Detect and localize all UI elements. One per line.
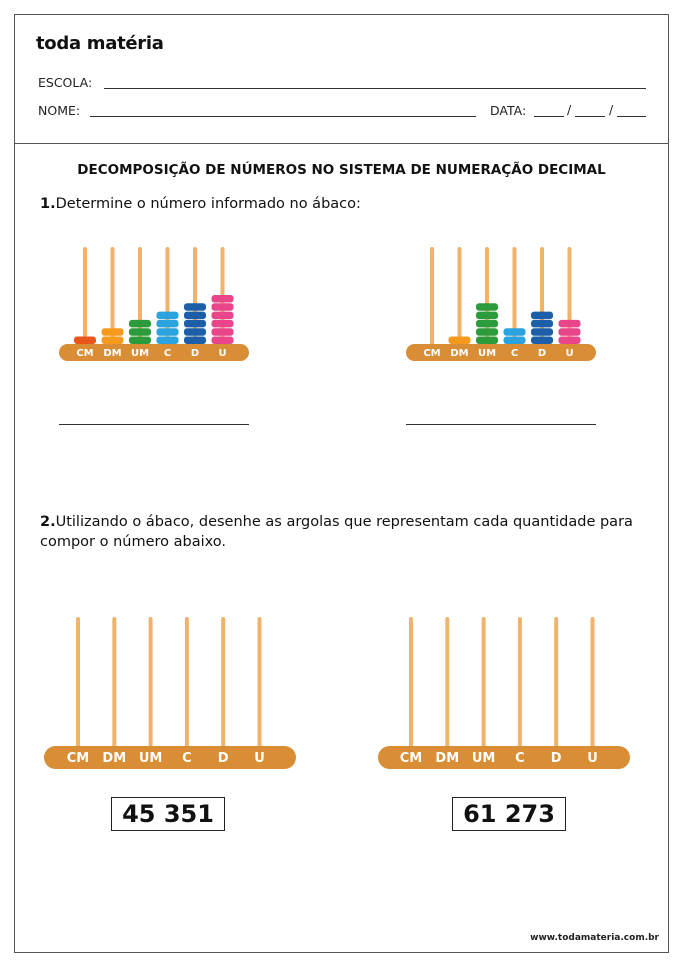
footer-url: www.todamateria.com.br: [530, 933, 659, 943]
abacus-bead: [184, 303, 206, 311]
abacus-bead: [476, 320, 498, 328]
abacus-label: C: [515, 751, 525, 767]
abacus-label: CM: [66, 751, 90, 767]
abacus-rod: [149, 617, 153, 748]
abacus-rod: [409, 617, 413, 748]
abacus-rod: [83, 247, 87, 346]
abacus-bead: [157, 337, 179, 345]
abacus-bead: [129, 337, 151, 345]
question-2-number: 2.: [40, 514, 56, 530]
abacus-bead: [531, 337, 553, 345]
abacus-rod: [445, 617, 449, 748]
abacus-bead: [212, 328, 234, 336]
abacus-label: CM: [76, 348, 94, 360]
abacus-bead: [504, 328, 526, 336]
abacus-label: UM: [130, 348, 150, 360]
abacus-bead: [476, 337, 498, 345]
abacus-label: DM: [103, 348, 122, 360]
abacus-bead: [157, 312, 179, 320]
abacus-bead: [476, 328, 498, 336]
date-separator: /: [609, 102, 614, 117]
abacus-label: CM: [423, 348, 441, 360]
abacus-label: U: [218, 348, 227, 360]
abacus-bead: [157, 328, 179, 336]
abacus-bead: [559, 328, 581, 336]
abacus-rod: [591, 617, 595, 748]
abacus-label: C: [182, 751, 192, 767]
abacus-bead: [531, 312, 553, 320]
abacus-bead: [531, 328, 553, 336]
abacus-label: U: [587, 751, 598, 767]
question-2-text: Utilizando o ábaco, desenhe as argolas que representam cada quantidade para compor o número abaixo.: [40, 514, 633, 550]
abacus-bead: [212, 295, 234, 303]
abacus-bead: [102, 328, 124, 336]
abacus-label: U: [565, 348, 574, 360]
answer-line-right[interactable]: [406, 424, 596, 425]
abacus-rod: [554, 617, 558, 748]
abacus-label: DM: [102, 751, 127, 767]
abacus-bead: [449, 337, 471, 345]
target-number-right: 61 273: [452, 797, 566, 831]
abacus-bead: [102, 337, 124, 345]
abacus-label: C: [163, 348, 172, 360]
abacus-label: UM: [471, 751, 496, 767]
abacus-label: D: [537, 348, 547, 360]
abacus-bead: [476, 303, 498, 311]
name-label: NOME:: [38, 103, 81, 118]
question-1-number: 1.: [40, 196, 56, 212]
abacus-bead: [559, 337, 581, 345]
abacus-bead: [184, 337, 206, 345]
abacus-bead: [531, 320, 553, 328]
abacus-bead: [504, 337, 526, 345]
question-2: [40, 512, 652, 552]
abacus-rod: [221, 617, 225, 748]
abacus-rod: [482, 617, 486, 748]
abacus-bead: [74, 337, 96, 345]
abacus-bead: [559, 320, 581, 328]
logo: toda matéria: [36, 33, 164, 54]
abacus-rod: [76, 617, 80, 748]
abacus-bead: [212, 312, 234, 320]
abacus-bead: [212, 303, 234, 311]
abacus-label: D: [217, 751, 229, 767]
answer-line-left[interactable]: [59, 424, 249, 425]
date-separator: /: [567, 102, 572, 117]
abacus-bead: [184, 312, 206, 320]
abacus-label: UM: [477, 348, 497, 360]
abacus-label: DM: [435, 751, 460, 767]
abacus-label: U: [254, 751, 265, 767]
abacus-label: DM: [450, 348, 469, 360]
abacus-rod: [458, 247, 462, 346]
date-label: DATA:: [490, 103, 527, 118]
abacus-rod: [112, 617, 116, 748]
abacus-bead: [212, 337, 234, 345]
question-1-text: Determine o número informado no ábaco:: [55, 196, 361, 212]
abacus-rod: [518, 617, 522, 748]
abacus-bead: [184, 328, 206, 336]
abacus-label: CM: [399, 751, 423, 767]
abacus-bead: [184, 320, 206, 328]
school-label: ESCOLA:: [38, 75, 93, 90]
abacus-bead: [212, 320, 234, 328]
abacus-bead: [129, 328, 151, 336]
abacus-bead: [476, 312, 498, 320]
worksheet-title: DECOMPOSIÇÃO DE NÚMEROS NO SISTEMA DE NUMERAÇÃO DECIMAL: [77, 162, 606, 178]
abacus-bead: [129, 320, 151, 328]
abacus-label: D: [550, 751, 562, 767]
abacus-label: D: [190, 348, 200, 360]
abacus-label: UM: [138, 751, 163, 767]
abacus-label: C: [510, 348, 519, 360]
abacus-rod: [185, 617, 189, 748]
abacus-rod: [430, 247, 434, 346]
target-number-left: 45 351: [111, 797, 225, 831]
abacus-bead: [157, 320, 179, 328]
abacus-rod: [258, 617, 262, 748]
